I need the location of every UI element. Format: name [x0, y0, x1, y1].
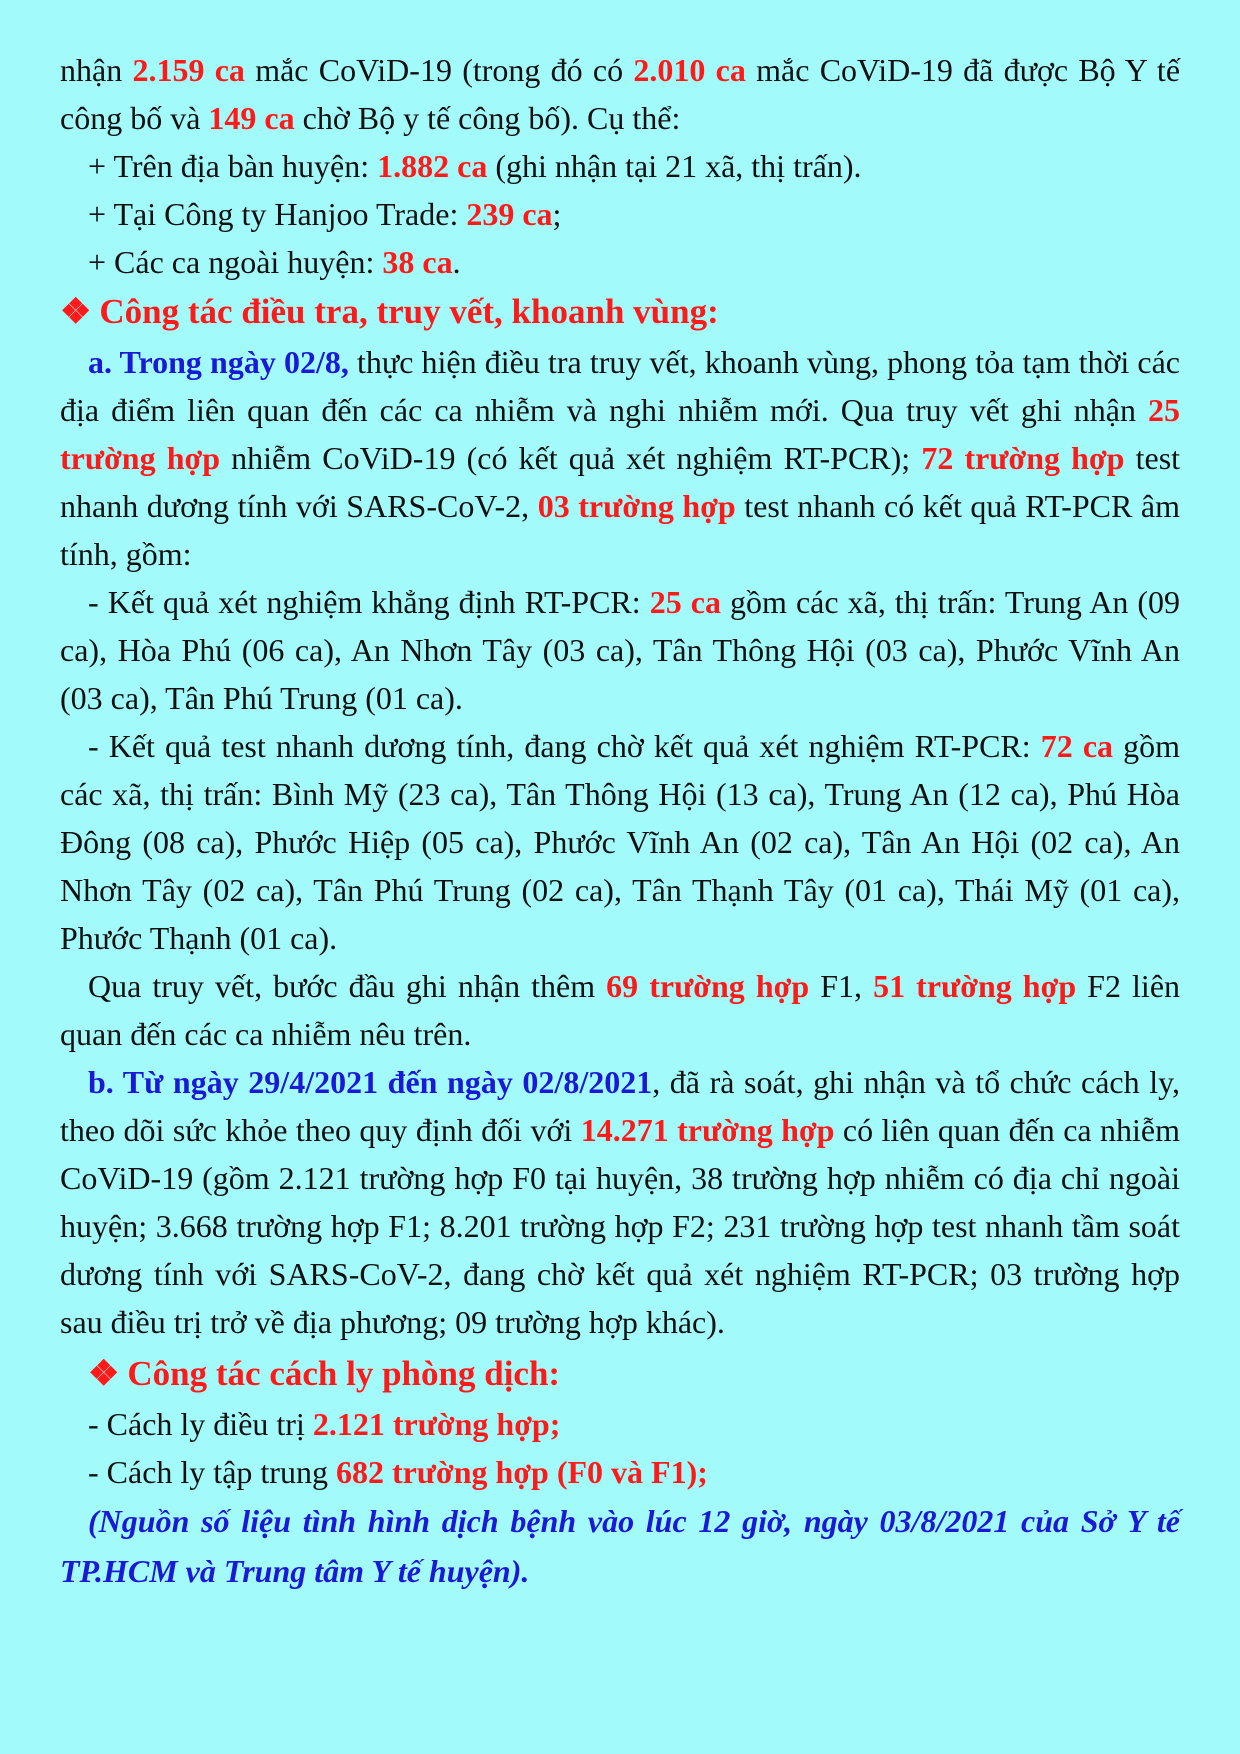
summary-paragraph [60, 46, 1180, 142]
section-heading-quarantine: ❖ Công tác cách ly phòng dịch: [88, 1354, 561, 1393]
text-span: mắc CoViD-19 (trong đó có [244, 52, 634, 88]
paragraph-lead: a. Trong ngày 02/8, [88, 344, 349, 380]
list-item: - Cách ly điều trị 2.121 trường hợp; [88, 1406, 561, 1442]
paragraph-lead: b. Từ ngày 29/4/2021 đến ngày 02/8/2021 [88, 1064, 653, 1100]
paragraph-a1: - Kết quả xét nghiệm khẳng định RT-PCR: 25 ca gồm các xã, thị trấn: Trung An (09 ca), Hòa Phú (06 ca), An Nhơn Tây (03 ca), Tân Thông Hội (03 ca), Phước Vĩnh An (03 ca), Tân Phú Trung (01 ca). [60, 584, 1181, 716]
section-heading-investigation: ❖ Công tác điều tra, truy vết, khoanh vùng: [60, 292, 719, 331]
pending-cases: 149 ca [208, 100, 295, 136]
paragraph-a2: - Kết quả test nhanh dương tính, đang chờ kết quả xét nghiệm RT-PCR: 72 ca gồm các xã, thị trấn: Bình Mỹ (23 ca), Tân Thông Hội (13 ca), Trung An (12 ca), Phú Hòa Đông (08 ca), Phước Hiệp (05 ca), Phước Vĩnh An (02 ca), Tân An Hội (02 ca), An Nhơn Tây (02 ca), Tân Phú Trung (02 ca), Tân Thạnh Tây (01 ca), Thái Mỹ (01 ca), Phước Thạnh (01 ca). [60, 728, 1181, 956]
text-span: chờ Bộ y tế công bố). Cụ thể: [294, 100, 681, 136]
diamond-bullet-icon: ❖ [60, 292, 92, 331]
list-item: + Các ca ngoài huyện: 38 ca. [88, 244, 461, 280]
district-cases: 1.882 ca [377, 148, 488, 184]
list-item: - Cách ly tập trung 682 trường hợp (F0 và F1); [88, 1454, 708, 1490]
total-cases: 2.159 ca [132, 52, 245, 88]
text-span: nhận [60, 52, 133, 88]
paragraph-a: a. Trong ngày 02/8, thực hiện điều tra truy vết, khoanh vùng, phong tỏa tạm thời các địa điểm liên quan đến các ca nhiễm và nghi nhiễm mới. Qua truy vết ghi nhận 25 trường hợp nhiễm CoViD-19 (có kết quả xét nghiệm RT-PCR); 72 trường hợp test nhanh dương tính với SARS-CoV-2, 03 trường hợp test nhanh có kết quả RT-PCR âm tính, gồm: [60, 344, 1181, 572]
list-item: + Trên địa bàn huyện: 1.882 ca (ghi nhận tại 21 xã, thị trấn). [88, 148, 862, 184]
announced-cases: 2.010 ca [633, 52, 746, 88]
company-cases: 239 ca [466, 196, 553, 232]
outside-cases: 38 ca [382, 244, 453, 280]
paragraph-a3: Qua truy vết, bước đầu ghi nhận thêm 69 trường hợp F1, 51 trường hợp F2 liên quan đến các ca nhiễm nêu trên. [60, 968, 1181, 1052]
text-span: mắc CoViD-19 đã được Bộ Y tế công bố và [60, 52, 1181, 136]
list-item: + Tại Công ty Hanjoo Trade: 239 ca; [88, 196, 562, 232]
source-note: (Nguồn số liệu tình hình dịch bệnh vào lúc 12 giờ, ngày 03/8/2021 của Sở Y tế TP.HCM và Trung tâm Y tế huyện). [60, 1503, 1180, 1589]
paragraph-b: b. Từ ngày 29/4/2021 đến ngày 02/8/2021, đã rà soát, ghi nhận và tổ chức cách ly, theo dõi sức khỏe theo quy định đối với 14.271 trường hợp có liên quan đến ca nhiễm CoViD-19 (gồm 2.121 trường hợp F0 tại huyện, 38 trường hợp nhiễm có địa chỉ ngoài huyện; 3.668 trường hợp F1; 8.201 trường hợp F2; 231 trường hợp test nhanh tầm soát dương tính với SARS-CoV-2, đang chờ kết quả xét nghiệm RT-PCR; 03 trường hợp sau điều trị trở về địa phương; 09 trường hợp khác). [60, 1064, 1181, 1340]
diamond-bullet-icon: ❖ [88, 1354, 120, 1393]
